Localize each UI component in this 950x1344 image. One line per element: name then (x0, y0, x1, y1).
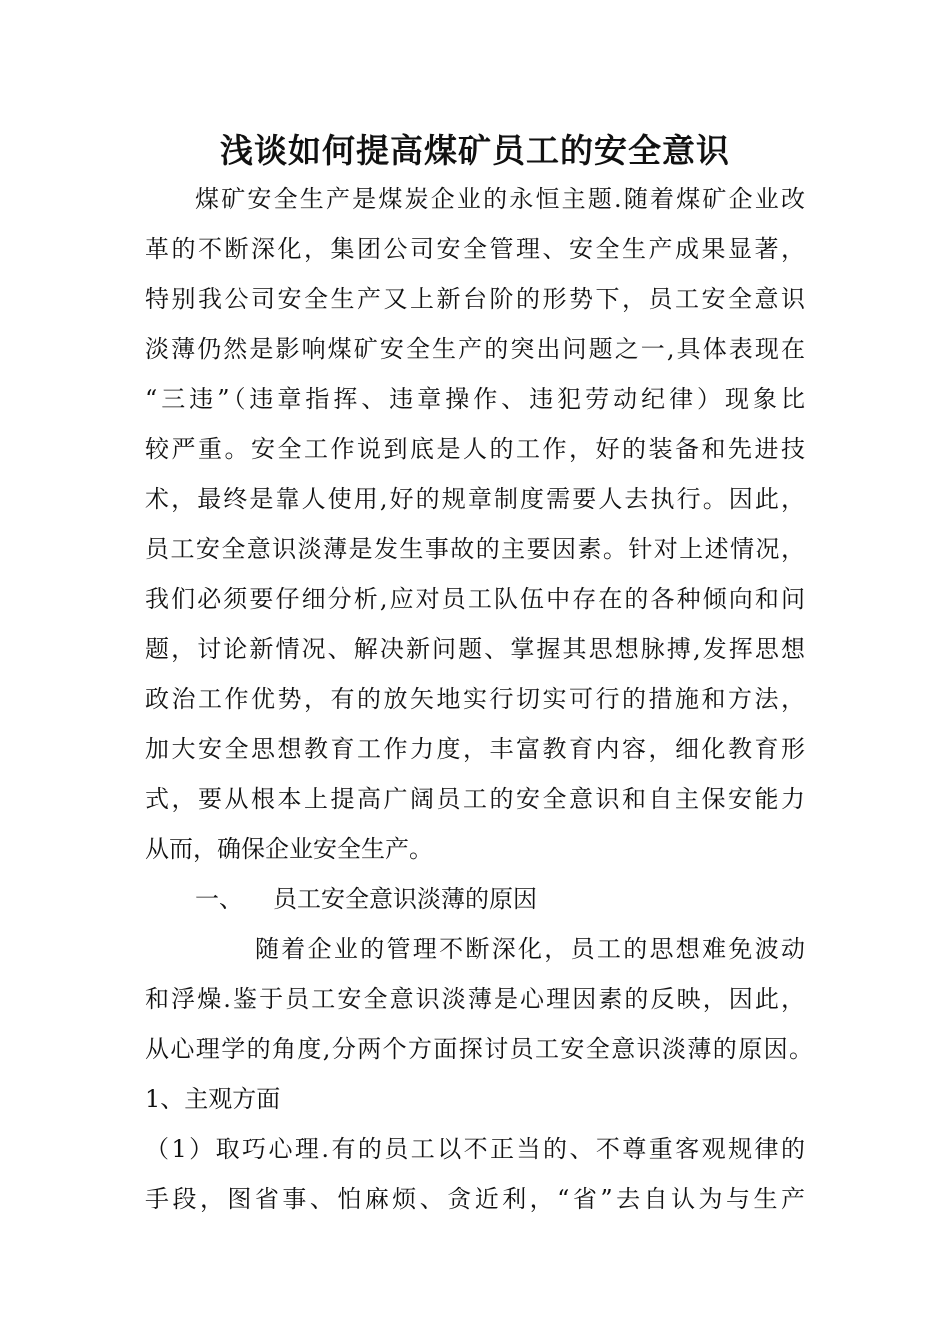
intro-line-3: 特别我公司安全生产又上新台阶的形势下，员工安全意识 (145, 285, 805, 313)
intro-line-5: “三违”（违章指挥、违章操作、违犯劳动纪律）现象比 (145, 385, 805, 413)
intro-line-7: 术，最终是靠人使用,好的规章制度需要人去执行。因此， (145, 485, 805, 513)
section-1-line-2: 和浮燥.鉴于员工安全意识淡薄是心理因素的反映，因此， (145, 985, 805, 1013)
intro-line-13: 式，要从根本上提高广阔员工的安全意识和自主保安能力 (145, 785, 805, 813)
intro-line-12: 加大安全思想教育工作力度，丰富教育内容，细化教育形 (145, 735, 805, 763)
section-1-line-1: 随着企业的管理不断深化，员工的思想难免波动 (255, 935, 805, 963)
intro-line-2: 革的不断深化，集团公司安全管理、安全生产成果显著， (145, 235, 805, 263)
intro-line-11: 政治工作优势，有的放矢地实行切实可行的措施和方法， (145, 685, 805, 713)
intro-line-1: 煤矿安全生产是煤炭企业的永恒主题.随着煤矿企业改 (195, 185, 805, 213)
intro-line-14: 从而，确保企业安全生产。 (145, 835, 433, 863)
intro-line-4: 淡薄仍然是影响煤矿安全生产的突出问题之一,具体表现在 (145, 335, 805, 363)
intro-line-9: 我们必须要仔细分析,应对员工队伍中存在的各种倾向和问 (145, 585, 805, 613)
subsection-1-heading: 1、主观方面 (145, 1085, 281, 1113)
intro-line-8: 员工安全意识淡薄是发生事故的主要因素。针对上述情况， (145, 535, 805, 563)
document-title: 浅谈如何提高煤矿员工的安全意识 (220, 131, 730, 170)
item-1-line-2: 手段，图省事、怕麻烦、贪近利，“省”去自认为与生产 (145, 1185, 805, 1213)
section-1-line-3: 从心理学的角度,分两个方面探讨员工安全意识淡薄的原因。 (145, 1035, 813, 1063)
intro-line-10: 题，讨论新情况、解决新问题、掌握其思想脉搏,发挥思想 (145, 635, 805, 663)
intro-line-6: 较严重。安全工作说到底是人的工作，好的装备和先进技 (145, 435, 805, 463)
item-1-line-1: （1）取巧心理.有的员工以不正当的、不尊重客观规律的 (145, 1135, 805, 1163)
section-1-heading: 员工安全意识淡薄的原因 (273, 885, 537, 913)
section-1-number: 一、 (195, 885, 243, 913)
